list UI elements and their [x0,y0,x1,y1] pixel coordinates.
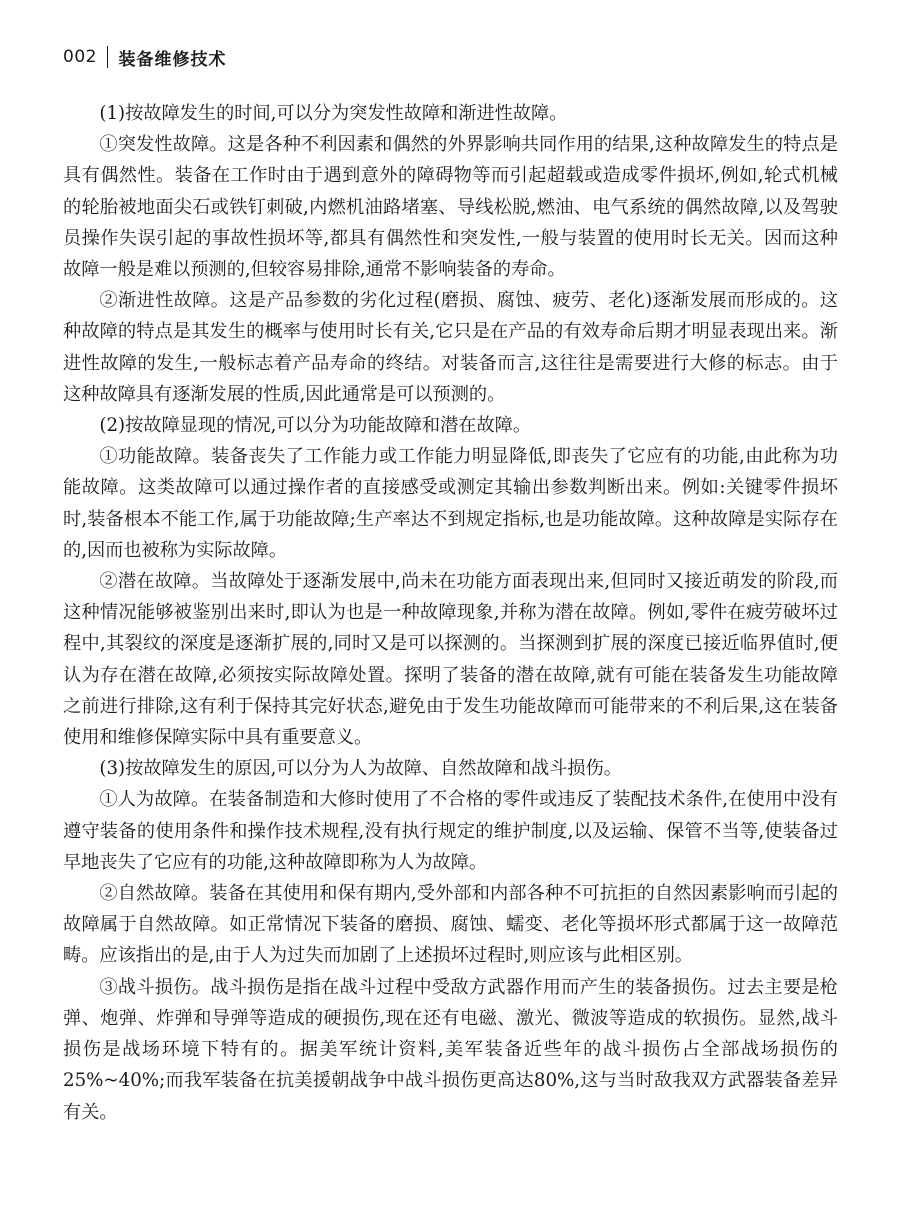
page-body [63,98,838,1128]
paragraph-potential-fault: ②潜在故障。当故障处于逐渐发展中,尚未在功能方面表现出来,但同时又接近萌发的阶段,而这种情况能够被鉴别出来时,即认为也是一种故障现象,并称为潜在故障。例如,零件在疲劳破坏过程中,其裂纹的深度是逐渐扩展的,同时又是可以探测的。当探测到扩展的深度已接近临界值时,便认为存在潜在故障,必须按实际故障处置。探明了装备的潜在故障,就有可能在装备发生功能故障之前进行排除,这有利于保持其完好状态,避免由于发生功能故障而可能带来的不利后果,这在装备使用和维修保障实际中具有重要意义。 [63,571,838,749]
paragraph-functional-fault: ①功能故障。装备丧失了工作能力或工作能力明显降低,即丧失了它应有的功能,由此称为功能故障。这类故障可以通过操作者的直接感受或测定其输出参数判断出来。例如:关键零件损坏时,装备根本不能工作,属于功能故障;生产率达不到规定指标,也是功能故障。这种故障是实际存在的,因而也被称为实际故障。 [63,446,838,561]
paragraph-human-fault: ①人为故障。在装备制造和大修时使用了不合格的零件或违反了装配技术条件,在使用中没有遵守装备的使用条件和操作技术规程,没有执行规定的维护制度,以及运输、保管不当等,使装备过早地丧失了它应有的功能,这种故障即称为人为故障。 [63,789,838,873]
paragraph-sudden-fault: ①突发性故障。这是各种不利因素和偶然的外界影响共同作用的结果,这种故障发生的特点是具有偶然性。装备在工作时由于遇到意外的障碍物等而引起超载或造成零件损坏,例如,轮式机械的轮胎被地面尖石或铁钉刺破,内燃机油路堵塞、导线松脱,燃油、电气系统的偶然故障,以及驾驶员操作失误引起的事故性损坏等,都具有偶然性和突发性,一般与装置的使用时长无关。因而这种故障一般是难以预测的,但较容易排除,通常不影响装备的寿命。 [63,134,838,281]
page-number: 002 [63,47,97,67]
page-header [63,42,226,72]
paragraph-classification-by-cause: (3)按故障发生的原因,可以分为人为故障、自然故障和战斗损伤。 [99,758,622,780]
paragraph-classification-by-appearance: (2)按故障显现的情况,可以分为功能故障和潜在故障。 [99,415,532,437]
book-title: 装备维修技术 [118,49,227,70]
paragraph-natural-fault: ②自然故障。装备在其使用和保有期内,受外部和内部各种不可抗拒的自然因素影响而引起的故障属于自然故障。如正常情况下装备的磨损、腐蚀、蠕变、老化等损坏形式都属于这一故障范畴。应该指出的是,由于人为过失而加剧了上述损坏过程时,则应该与此相区别。 [63,883,838,967]
header-divider [107,46,109,68]
paragraph-gradual-fault: ②渐进性故障。这是产品参数的劣化过程(磨损、腐蚀、疲劳、老化)逐渐发展而形成的。这种故障的特点是其发生的概率与使用时长有关,它只是在产品的有效寿命后期才明显表现出来。渐进性故障的发生,一般标志着产品寿命的终结。对装备而言,这往往是需要进行大修的标志。由于这种故障具有逐渐发展的性质,因此通常是可以预测的。 [63,290,838,405]
paragraph-classification-by-time: (1)按故障发生的时间,可以分为突发性故障和渐进性故障。 [99,103,568,124]
paragraph-combat-damage: ③战斗损伤。战斗损伤是指在战斗过程中受敌方武器作用而产生的装备损伤。过去主要是枪弹、炮弹、炸弹和导弹等造成的硬损伤,现在还有电磁、激光、微波等造成的软损伤。显然,战斗损伤是战场环境下特有的。据美军统计资料,美军装备近些年的战斗损伤占全部战场损伤的25%~40%;而我军装备在抗美援朝战争中战斗损伤更高达80%,这与当时敌我双方武器装备差异有关。 [63,976,838,1123]
